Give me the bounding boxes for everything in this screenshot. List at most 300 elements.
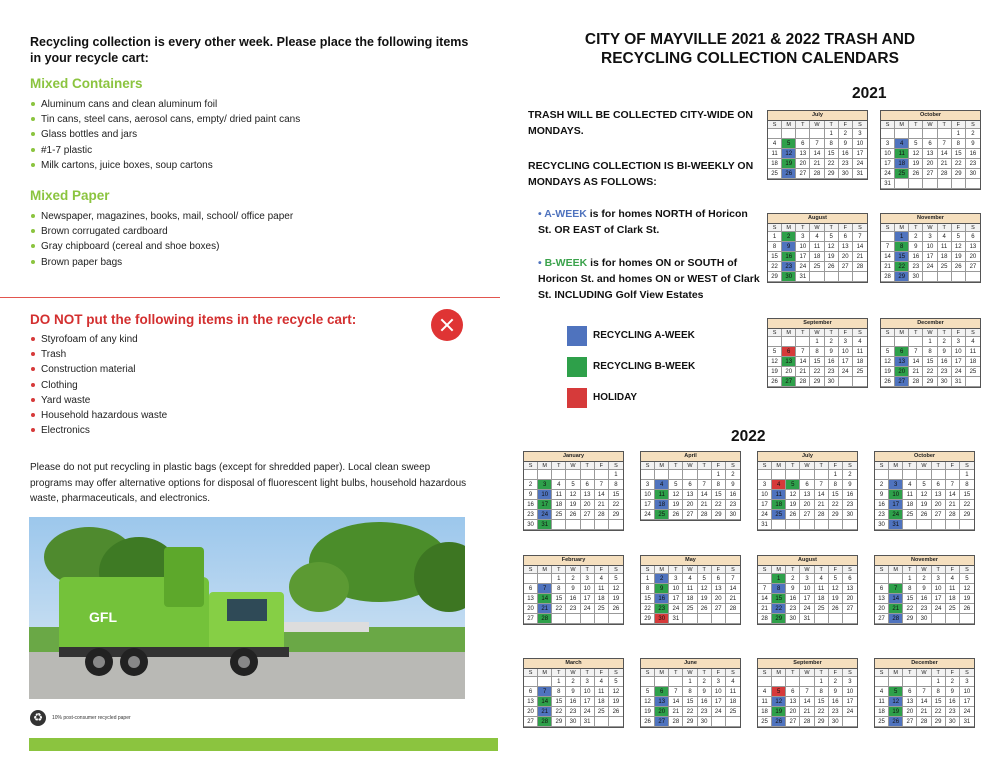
calendar-grid	[875, 462, 974, 530]
list-item: Milk cartons, juice boxes, soup cartons	[30, 158, 300, 173]
calendar-day: 10	[581, 584, 595, 594]
calendar-empty-cell	[796, 129, 810, 139]
calendar-day: 14	[796, 357, 810, 367]
calendar-day: 9	[829, 687, 843, 697]
do-not-heading: DO NOT put the following items in the recycle cart:	[30, 312, 357, 327]
calendar-empty-cell	[683, 614, 697, 624]
calendar-day: 3	[960, 677, 974, 687]
calendar-day: 27	[800, 510, 814, 520]
calendar-day: 2	[946, 677, 960, 687]
calendar-day: 30	[786, 614, 800, 624]
calendar-day: 9	[938, 347, 952, 357]
calendar-august-2021	[767, 213, 868, 283]
calendar-day: 4	[552, 480, 566, 490]
calendar-day: 14	[595, 490, 609, 500]
day-header: T	[903, 566, 917, 574]
calendar-day: 30	[946, 717, 960, 727]
page-title: CITY OF MAYVILLE 2021 & 2022 TRASH AND RECYCLING COLLECTION CALENDARS	[584, 31, 916, 67]
calendar-day: 13	[923, 149, 937, 159]
calendar-day: 13	[655, 697, 669, 707]
day-header: S	[960, 566, 974, 574]
calendar-day: 7	[889, 584, 903, 594]
calendar-day: 1	[683, 677, 697, 687]
day-header: F	[712, 669, 726, 677]
day-header: T	[815, 669, 829, 677]
calendar-day: 19	[609, 594, 623, 604]
calendar-day: 14	[946, 490, 960, 500]
calendar-day: 15	[815, 697, 829, 707]
calendar-grid	[758, 462, 857, 530]
calendar-day: 13	[524, 594, 538, 604]
day-header: M	[655, 669, 669, 677]
calendar-day: 13	[800, 490, 814, 500]
calendar-day: 6	[800, 480, 814, 490]
calendar-day: 1	[932, 677, 946, 687]
list-item: Construction material	[30, 362, 167, 377]
calendar-day: 18	[595, 594, 609, 604]
calendar-day: 28	[669, 717, 683, 727]
calendar-day: 10	[853, 139, 867, 149]
calendar-day: 2	[843, 470, 857, 480]
calendar-day: 28	[796, 377, 810, 387]
day-header: W	[566, 462, 580, 470]
calendar-day: 27	[839, 262, 853, 272]
day-header: M	[782, 121, 796, 129]
calendar-day: 18	[655, 500, 669, 510]
calendar-grid	[524, 462, 623, 530]
day-header: M	[772, 669, 786, 677]
calendar-day: 19	[772, 707, 786, 717]
calendar-day: 21	[881, 262, 895, 272]
calendar-day: 22	[960, 500, 974, 510]
calendar-empty-cell	[712, 717, 726, 727]
calendar-july-2022	[757, 451, 858, 531]
calendar-day: 4	[875, 687, 889, 697]
calendar-day: 3	[538, 480, 552, 490]
calendar-day: 19	[782, 159, 796, 169]
calendar-day: 18	[815, 594, 829, 604]
day-header: M	[895, 224, 909, 232]
calendar-day: 24	[839, 367, 853, 377]
legend-a-week: RECYCLING A-WEEK	[567, 326, 767, 346]
calendar-day: 30	[938, 377, 952, 387]
calendar-day: 18	[726, 697, 740, 707]
day-header: S	[768, 121, 782, 129]
calendar-month-label: October	[881, 111, 980, 121]
calendar-day: 24	[669, 604, 683, 614]
calendar-day: 20	[895, 367, 909, 377]
calendar-day: 1	[641, 574, 655, 584]
day-header: F	[595, 462, 609, 470]
calendar-month-label: January	[524, 452, 623, 462]
calendar-empty-cell	[641, 677, 655, 687]
day-header: M	[889, 566, 903, 574]
calendar-empty-cell	[786, 677, 800, 687]
calendar-day: 19	[952, 252, 966, 262]
calendar-day: 6	[932, 480, 946, 490]
day-header: S	[768, 224, 782, 232]
calendar-day: 24	[758, 510, 772, 520]
calendar-empty-cell	[609, 717, 623, 727]
calendar-day: 20	[932, 500, 946, 510]
calendar-day: 6	[786, 687, 800, 697]
calendar-day: 29	[829, 510, 843, 520]
day-header: T	[909, 121, 923, 129]
calendar-day: 14	[758, 594, 772, 604]
list-item: Tin cans, steel cans, aerosol cans, empty/ dried paint cans	[30, 112, 300, 127]
calendar-day: 28	[595, 510, 609, 520]
calendar-day: 13	[932, 490, 946, 500]
calendar-empty-cell	[875, 677, 889, 687]
calendar-day: 20	[712, 594, 726, 604]
calendar-day: 20	[524, 707, 538, 717]
calendar-day: 7	[800, 687, 814, 697]
day-header: S	[960, 462, 974, 470]
calendar-day: 4	[595, 574, 609, 584]
day-header: T	[903, 462, 917, 470]
day-header: S	[966, 224, 980, 232]
calendar-empty-cell	[938, 179, 952, 189]
calendar-day: 8	[712, 480, 726, 490]
calendar-empty-cell	[895, 337, 909, 347]
calendar-day: 28	[909, 377, 923, 387]
calendar-day: 9	[909, 242, 923, 252]
section-divider	[0, 297, 500, 298]
calendar-empty-cell	[881, 232, 895, 242]
calendar-day: 25	[768, 169, 782, 179]
calendar-day: 29	[960, 510, 974, 520]
list-item: Clothing	[30, 378, 167, 393]
calendar-day: 2	[839, 129, 853, 139]
calendar-day: 29	[952, 169, 966, 179]
calendar-day: 4	[772, 480, 786, 490]
day-header: W	[923, 329, 937, 337]
calendar-day: 30	[726, 510, 740, 520]
intro-text: Recycling collection is every other week. Please place the following items in your recycle cart:	[30, 35, 469, 65]
list-item: Glass bottles and jars	[30, 127, 300, 142]
calendar-day: 9	[786, 584, 800, 594]
calendar-day: 11	[726, 687, 740, 697]
calendar-day: 17	[800, 594, 814, 604]
calendar-day: 23	[843, 500, 857, 510]
footer-green-bar	[29, 738, 498, 751]
calendar-september-2022	[757, 658, 858, 728]
calendar-day: 1	[552, 677, 566, 687]
calendar-day: 2	[917, 574, 931, 584]
calendar-day: 9	[655, 584, 669, 594]
calendar-day: 15	[712, 490, 726, 500]
calendar-day: 30	[909, 272, 923, 282]
day-header: M	[889, 669, 903, 677]
day-header: F	[839, 329, 853, 337]
calendar-empty-cell	[815, 614, 829, 624]
calendar-day: 8	[895, 242, 909, 252]
calendar-day: 27	[786, 717, 800, 727]
calendar-day: 15	[609, 490, 623, 500]
calendar-day: 13	[875, 594, 889, 604]
calendar-day: 14	[881, 252, 895, 262]
calendar-day: 8	[825, 139, 839, 149]
day-header: F	[946, 669, 960, 677]
calendar-day: 3	[581, 574, 595, 584]
day-header: F	[829, 669, 843, 677]
calendar-empty-cell	[758, 574, 772, 584]
calendar-day: 5	[782, 139, 796, 149]
calendar-day: 6	[796, 139, 810, 149]
calendar-day: 29	[772, 614, 786, 624]
calendar-day: 5	[889, 687, 903, 697]
calendar-day: 16	[946, 697, 960, 707]
calendar-day: 5	[641, 687, 655, 697]
calendar-day: 17	[538, 500, 552, 510]
day-header: T	[552, 669, 566, 677]
calendar-day: 29	[932, 717, 946, 727]
recycled-paper-note	[30, 710, 131, 726]
day-header: W	[917, 566, 931, 574]
calendar-day: 5	[768, 347, 782, 357]
calendar-empty-cell	[966, 179, 980, 189]
calendar-january-2022	[523, 451, 624, 531]
calendar-day: 26	[772, 717, 786, 727]
day-header: T	[786, 669, 800, 677]
calendar-day: 8	[829, 480, 843, 490]
calendar-day: 8	[772, 584, 786, 594]
day-header: T	[581, 566, 595, 574]
day-header: S	[609, 462, 623, 470]
calendar-day: 26	[786, 510, 800, 520]
calendar-day: 17	[843, 697, 857, 707]
day-header: T	[552, 566, 566, 574]
calendar-day: 26	[609, 604, 623, 614]
calendar-day: 16	[909, 252, 923, 262]
calendar-day: 30	[839, 169, 853, 179]
calendar-grid	[881, 121, 980, 189]
calendar-august-2022	[757, 555, 858, 625]
calendar-day: 17	[641, 500, 655, 510]
day-header: T	[909, 329, 923, 337]
calendar-day: 19	[698, 594, 712, 604]
calendar-grid	[768, 121, 867, 179]
calendar-day: 3	[843, 677, 857, 687]
trash-text: TRASH WILL BE COLLECTED CITY-WIDE ON MONDAYS.	[528, 109, 753, 137]
calendar-day: 19	[960, 594, 974, 604]
calendar-day: 19	[909, 159, 923, 169]
day-header: S	[966, 121, 980, 129]
calendar-day: 8	[768, 242, 782, 252]
calendar-day: 21	[946, 500, 960, 510]
calendar-day: 1	[810, 337, 824, 347]
calendar-empty-cell	[843, 614, 857, 624]
calendar-day: 13	[712, 584, 726, 594]
calendar-empty-cell	[917, 677, 931, 687]
calendar-day: 2	[782, 232, 796, 242]
calendar-day: 28	[946, 510, 960, 520]
calendar-empty-cell	[800, 470, 814, 480]
calendar-day: 24	[932, 604, 946, 614]
calendar-month-label: December	[875, 659, 974, 669]
day-header: T	[669, 566, 683, 574]
calendar-day: 16	[726, 490, 740, 500]
calendar-day: 11	[815, 584, 829, 594]
calendar-day: 7	[853, 232, 867, 242]
calendar-day: 20	[581, 500, 595, 510]
calendar-day: 17	[952, 357, 966, 367]
day-header: F	[946, 566, 960, 574]
calendar-day: 9	[566, 584, 580, 594]
calendar-day: 3	[889, 480, 903, 490]
day-header: M	[889, 462, 903, 470]
calendar-day: 6	[843, 574, 857, 584]
calendar-day: 29	[825, 169, 839, 179]
calendar-day: 11	[595, 584, 609, 594]
calendar-day: 4	[853, 337, 867, 347]
calendar-day: 10	[796, 242, 810, 252]
calendar-day: 14	[889, 594, 903, 604]
calendar-day: 12	[786, 490, 800, 500]
calendar-day: 16	[782, 252, 796, 262]
calendar-day: 6	[683, 480, 697, 490]
calendar-month-label: November	[881, 214, 980, 224]
calendar-day: 17	[853, 149, 867, 159]
calendar-day: 30	[524, 520, 538, 530]
calendar-day: 10	[758, 490, 772, 500]
calendar-day: 9	[917, 584, 931, 594]
day-header: W	[800, 462, 814, 470]
calendar-day: 25	[853, 367, 867, 377]
calendar-day: 30	[917, 614, 931, 624]
calendar-day: 4	[938, 232, 952, 242]
calendar-day: 23	[524, 510, 538, 520]
calendar-day: 7	[726, 574, 740, 584]
calendar-day: 9	[843, 480, 857, 490]
calendar-day: 11	[875, 697, 889, 707]
calendar-empty-cell	[595, 470, 609, 480]
day-header: F	[712, 462, 726, 470]
calendar-day: 18	[683, 594, 697, 604]
calendar-day: 19	[825, 252, 839, 262]
day-header: S	[881, 121, 895, 129]
calendar-day: 24	[843, 707, 857, 717]
calendar-empty-cell	[889, 470, 903, 480]
calendar-day: 19	[786, 500, 800, 510]
day-header: S	[758, 566, 772, 574]
calendar-grid	[768, 224, 867, 282]
calendar-day: 21	[917, 707, 931, 717]
calendar-day: 17	[881, 159, 895, 169]
calendar-day: 22	[952, 159, 966, 169]
day-header: S	[843, 566, 857, 574]
calendar-grid	[758, 669, 857, 727]
calendar-day: 30	[966, 169, 980, 179]
calendar-day: 26	[566, 510, 580, 520]
day-header: S	[726, 566, 740, 574]
calendar-day: 23	[938, 367, 952, 377]
calendar-empty-cell	[669, 470, 683, 480]
calendar-day: 19	[566, 500, 580, 510]
calendar-day: 5	[566, 480, 580, 490]
calendar-day: 24	[889, 510, 903, 520]
calendar-day: 20	[903, 707, 917, 717]
calendar-day: 25	[938, 262, 952, 272]
day-header: F	[839, 224, 853, 232]
calendar-day: 10	[960, 687, 974, 697]
calendar-day: 23	[825, 367, 839, 377]
calendar-day: 25	[946, 604, 960, 614]
calendar-empty-cell	[609, 520, 623, 530]
calendar-day: 30	[875, 520, 889, 530]
calendar-day: 14	[810, 149, 824, 159]
calendar-day: 5	[960, 574, 974, 584]
do-not-list	[30, 332, 167, 438]
calendar-empty-cell	[581, 470, 595, 480]
calendar-day: 20	[786, 707, 800, 717]
calendar-empty-cell	[712, 614, 726, 624]
calendar-empty-cell	[895, 179, 909, 189]
calendar-day: 30	[843, 510, 857, 520]
calendar-day: 23	[875, 510, 889, 520]
calendar-day: 17	[712, 697, 726, 707]
calendar-day: 15	[825, 149, 839, 159]
calendar-empty-cell	[772, 677, 786, 687]
calendar-month-label: August	[758, 556, 857, 566]
calendar-day: 2	[566, 574, 580, 584]
calendar-day: 16	[938, 357, 952, 367]
calendar-day: 30	[655, 614, 669, 624]
list-item: Brown corrugated cardboard	[30, 224, 293, 239]
calendar-day: 11	[758, 697, 772, 707]
calendar-day: 10	[581, 687, 595, 697]
calendar-day: 5	[952, 232, 966, 242]
calendar-empty-cell	[960, 614, 974, 624]
day-header: T	[938, 121, 952, 129]
day-header: W	[917, 669, 931, 677]
calendar-grid	[524, 566, 623, 624]
calendar-day: 17	[889, 500, 903, 510]
day-header: M	[538, 462, 552, 470]
a-week-label: A-WEEK	[544, 208, 587, 220]
calendar-day: 30	[698, 717, 712, 727]
day-header: T	[825, 121, 839, 129]
calendar-day: 27	[524, 717, 538, 727]
truck-illustration	[29, 517, 465, 699]
list-item: Styrofoam of any kind	[30, 332, 167, 347]
calendar-day: 28	[815, 510, 829, 520]
day-header: W	[810, 224, 824, 232]
calendar-day: 24	[800, 604, 814, 614]
calendar-day: 15	[895, 252, 909, 262]
list-item: Aluminum cans and clean aluminum foil	[30, 97, 300, 112]
day-header: W	[923, 121, 937, 129]
calendar-grid	[758, 566, 857, 624]
calendar-day: 29	[768, 272, 782, 282]
calendar-empty-cell	[815, 470, 829, 480]
calendar-day: 28	[938, 169, 952, 179]
calendar-day: 3	[952, 337, 966, 347]
calendar-day: 25	[552, 510, 566, 520]
day-header: S	[609, 566, 623, 574]
calendar-day: 23	[726, 500, 740, 510]
calendar-empty-cell	[524, 574, 538, 584]
calendar-day: 6	[655, 687, 669, 697]
calendar-day: 18	[903, 500, 917, 510]
calendar-day: 24	[853, 159, 867, 169]
calendar-day: 22	[683, 707, 697, 717]
calendar-day: 22	[609, 500, 623, 510]
day-header: M	[538, 669, 552, 677]
day-header: M	[655, 462, 669, 470]
calendar-empty-cell	[853, 272, 867, 282]
calendar-day: 12	[889, 697, 903, 707]
